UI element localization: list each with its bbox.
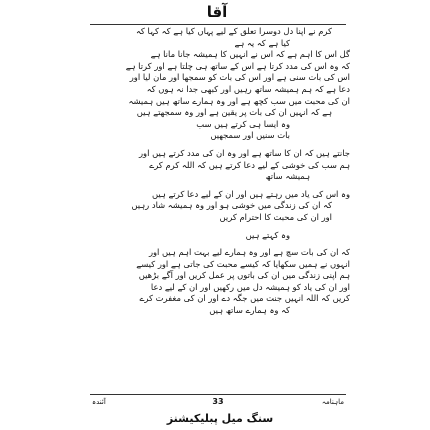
text-line: اور ان کی محبت کا احترام کریں [219, 211, 332, 222]
text-line: دعا ہے کہ ہم ہمیشہ ساتھ رہیں اور کبھی جدا نہ ہوں کہ [146, 83, 350, 94]
header-rule [90, 24, 346, 25]
page-footer [90, 396, 346, 408]
text-line: جانتے ہیں کہ ان کا ساتھ ہے اور وہ ان کی مدد کرتے ہیں اور [139, 147, 350, 158]
text-line: اس کی بات سنی ہے اور اس کی بات کو سمجھا اور مان لیا اور [129, 72, 350, 83]
text-line: وہ اس کی یاد میں رہتے ہیں اور ان کے لیے دعا کرتے ہیں [152, 188, 350, 199]
text-line: کریں کہ اللہ انہیں جنت میں جگہ دے اور ان کی مغفرت کرے [139, 293, 350, 304]
text-line: کرم نے اپنا دل دوسرا تعلق کے لیے پہاں کیا ہے کہ کہا کہ [136, 26, 332, 36]
text-line: بات سنیں اور سمجھیں [210, 130, 290, 141]
text-line: ہے کہ انہیں ان کی بات پر یقین ہے اور وہ سمجھتے ہیں [136, 107, 332, 118]
footer-right-text: ماہنامہ [321, 398, 344, 406]
text-line: کہ وہ اس کی مدد کرتا ہے اس کے ساتھ ہی چلتا ہے اور کرتا ہے [125, 60, 350, 71]
page-number: 33 [212, 397, 224, 406]
text-line: کہ ان کی بات سچ ہے اور وہ ہمارے لیے بہت اہم ہیں اور [148, 247, 350, 258]
text-line: انہوں نے ہمیں سکھایا کہ کیسے محبت کی جاتی ہے اور کیسے [136, 258, 350, 269]
text-line: کہ ان کی زندگی میں خوشی ہو اور وہ ہمیشہ شاد رہیں [131, 200, 332, 211]
text-line: ہم سب کی خوشی کے لیے دعا کرتے ہیں کہ اللہ کرم کرے [149, 159, 350, 170]
text-line: ہم اپنی زندگی میں ان کی باتوں پر عمل کریں اور آگے بڑھیں [138, 270, 350, 281]
body-text [88, 26, 350, 356]
text-line: ان کی محبت میں سب کچھ ہے اور وہ ہمارے ساتھ ہیں ہمیشہ [128, 95, 350, 106]
text-line: گل اس کا اہم ہے کہ اس نے انہیں کا ہمیشہ جانا مانا ہے [150, 49, 350, 60]
text-line: اور ان کی یاد کو ہمیشہ دل میں رکھیں اور ان کے لیے دعا [150, 281, 350, 292]
publisher-name: سنگ میل پبلیکیشنز [166, 412, 274, 425]
text-line: کہ وہ ہمارے ساتھ ہیں [209, 305, 290, 316]
text-line: وہ ایسا ہی کرتے ہیں سب [196, 118, 290, 129]
header-title: آقا [206, 3, 228, 21]
footer-left-text: آئندہ [92, 398, 106, 406]
text-line: وہ کہتے ہیں [245, 229, 290, 240]
text-line: کیا ہے کہ یہ ہے [234, 37, 290, 48]
page-header [92, 2, 342, 24]
footer-rule [90, 394, 346, 395]
text-line: ہمیشہ ساتھ [265, 171, 310, 182]
